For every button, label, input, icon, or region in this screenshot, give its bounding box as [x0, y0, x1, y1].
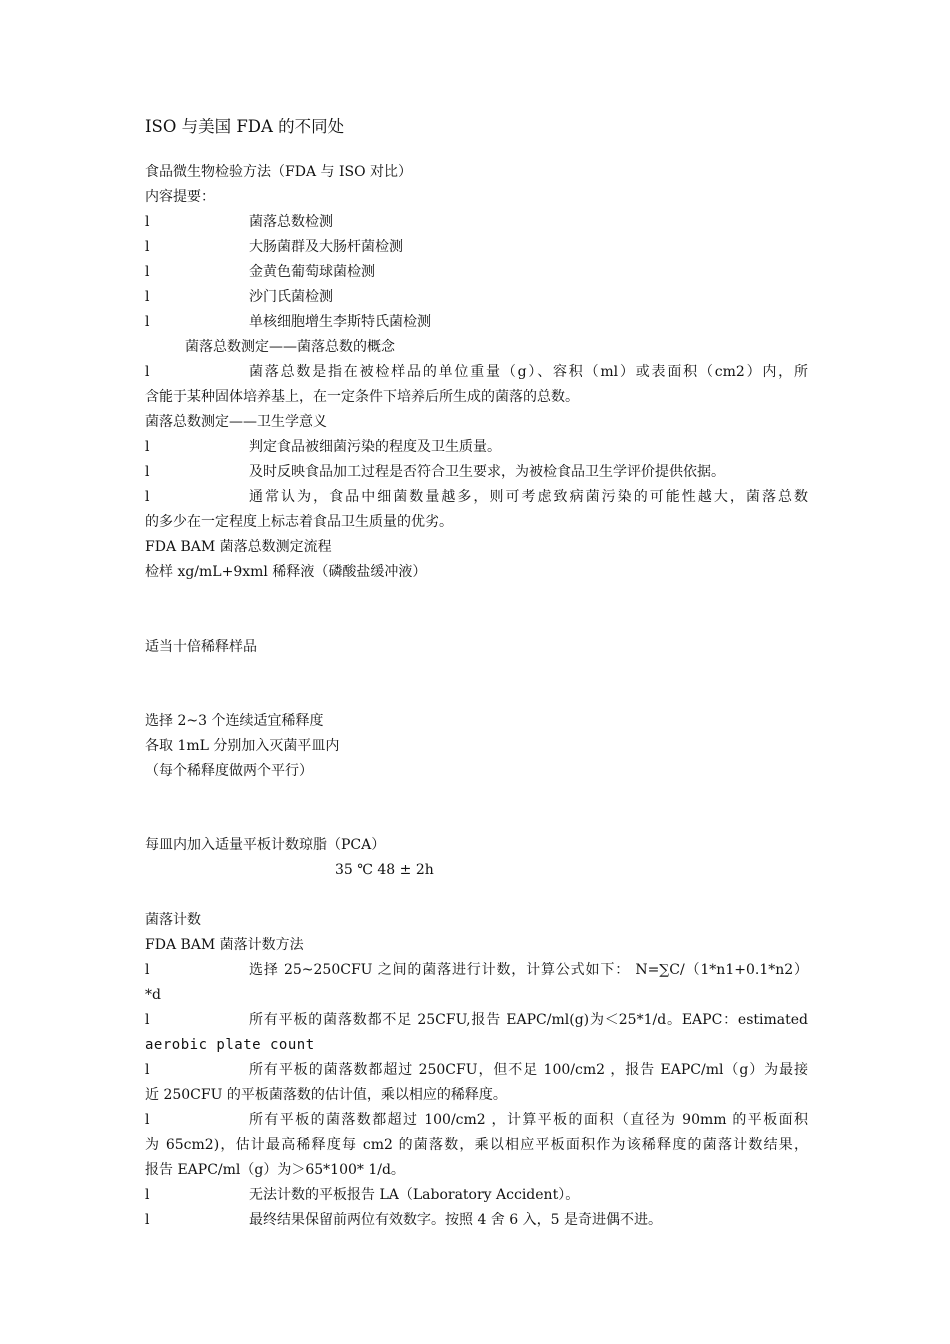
count-rule-line2: 近 250CFU 的平板菌落数的估计值，乘以相应的稀释度。 — [145, 1087, 507, 1103]
outline-item — [145, 235, 808, 260]
concept-paragraph-line — [145, 360, 808, 385]
count-rule — [145, 1108, 808, 1133]
bullet-marker: l — [145, 439, 150, 455]
final-rule-text: 无法计数的平板报告 LA（Laboratory Accident）。 — [249, 1187, 580, 1203]
outline-item-text: 大肠菌群及大肠杆菌检测 — [249, 239, 403, 255]
significance-item — [145, 435, 808, 460]
bullet-marker: l — [145, 489, 150, 505]
count-rule-line1: 选择 25~250CFU 之间的菌落进行计数，计算公式如下： N=∑C/（1*n1+0.1*n2） — [249, 962, 808, 978]
bullet-marker: l — [145, 239, 150, 255]
incubation-condition: 35 ℃ 48 ± 2h — [335, 862, 434, 878]
bullet-marker: l — [145, 289, 150, 305]
outline-item — [145, 285, 808, 310]
count-heading: FDA BAM 菌落计数方法 — [145, 937, 304, 953]
concept-heading: 菌落总数测定——菌落总数的概念 — [185, 339, 395, 355]
concept-text-line2: 含能于某种固体培养基上，在一定条件下培养后所生成的菌落的总数。 — [145, 389, 579, 405]
flow-step-3a: 选择 2~3 个连续适宜稀释度 — [145, 713, 324, 729]
count-rule — [145, 1058, 808, 1083]
flow-step-3b: 各取 1mL 分别加入灭菌平皿内 — [145, 738, 340, 754]
significance-item-text: 及时反映食品加工过程是否符合卫生要求，为被检食品卫生学评价提供依据。 — [249, 464, 725, 480]
bullet-marker: l — [145, 1187, 150, 1203]
concept-text-line1: 菌落总数是指在被检样品的单位重量（g）、容积（ml）或表面积（cm2）内，所 — [249, 364, 808, 380]
flow-step-3c: （每个稀释度做两个平行） — [145, 763, 313, 779]
flow-step-5: 菌落计数 — [145, 912, 201, 928]
outline-item-text: 沙门氏菌检测 — [249, 289, 333, 305]
flow-step-1: 检样 xg/mL+9xml 稀释液（磷酸盐缓冲液） — [145, 564, 427, 580]
count-rule-line2: aerobic plate count — [145, 1037, 315, 1053]
bullet-marker: l — [145, 314, 150, 330]
significance-item — [145, 485, 808, 510]
outline-item-text: 金黄色葡萄球菌检测 — [249, 264, 375, 280]
significance-heading: 菌落总数测定——卫生学意义 — [145, 414, 327, 430]
outline-item — [145, 210, 808, 235]
count-rule-line2: 为 65cm2)，估计最高稀释度每 cm2 的菌落数，乘以相应平板面积作为该稀释度的菌落计数结果， — [145, 1137, 808, 1153]
outline-item — [145, 260, 808, 285]
bullet-marker: l — [145, 264, 150, 280]
bullet-marker: l — [145, 214, 150, 230]
count-rule-line1: 所有平板的菌落数都不足 25CFU,报告 EAPC/ml(g)为＜25*1/d。EAPC：estimated — [249, 1012, 808, 1028]
subtitle: 食品微生物检验方法（FDA 与 ISO 对比） — [145, 164, 412, 180]
outline-item-text: 单核细胞增生李斯特氏菌检测 — [249, 314, 431, 330]
count-rule — [145, 1008, 808, 1033]
bullet-marker: l — [145, 1212, 150, 1228]
count-rule-line1: 所有平板的菌落数都超过 100/cm2 ，计算平板的面积（直径为 90mm 的平板面积 — [249, 1112, 808, 1128]
bullet-marker: l — [145, 1012, 150, 1028]
significance-long-line1: 通常认为，食品中细菌数量越多，则可考虑致病菌污染的可能性越大，菌落总数 — [249, 489, 808, 505]
count-rule — [145, 958, 808, 983]
flow-step-2: 适当十倍稀释样品 — [145, 639, 257, 655]
bullet-marker: l — [145, 1112, 150, 1128]
document-title: ISO 与美国 FDA 的不同处 — [145, 117, 345, 136]
bullet-marker: l — [145, 1062, 150, 1078]
bullet-marker: l — [145, 464, 150, 480]
flow-step-4: 每皿内加入适量平板计数琼脂（PCA） — [145, 837, 386, 853]
final-rule — [145, 1208, 808, 1233]
bullet-marker: l — [145, 962, 150, 978]
outline-item — [145, 310, 808, 335]
bullet-marker: l — [145, 364, 150, 380]
final-rule — [145, 1183, 808, 1208]
count-rule-line3: 报告 EAPC/ml（g）为＞65*100* 1/d。 — [145, 1162, 405, 1178]
significance-item — [145, 460, 808, 485]
outline-label: 内容提要： — [145, 189, 215, 205]
final-rule-text: 最终结果保留前两位有效数字。按照 4 舍 6 入，5 是奇进偶不进。 — [249, 1212, 662, 1228]
count-rule-line2: *d — [145, 987, 161, 1003]
significance-item-text: 判定食品被细菌污染的程度及卫生质量。 — [249, 439, 501, 455]
count-rule-line1: 所有平板的菌落数都超过 250CFU，但不足 100/cm2 ，报告 EAPC/ml（g）为最接 — [249, 1062, 808, 1078]
flow-heading: FDA BAM 菌落总数测定流程 — [145, 539, 332, 555]
significance-long-line2: 的多少在一定程度上标志着食品卫生质量的优劣。 — [145, 514, 453, 530]
outline-item-text: 菌落总数检测 — [249, 214, 333, 230]
